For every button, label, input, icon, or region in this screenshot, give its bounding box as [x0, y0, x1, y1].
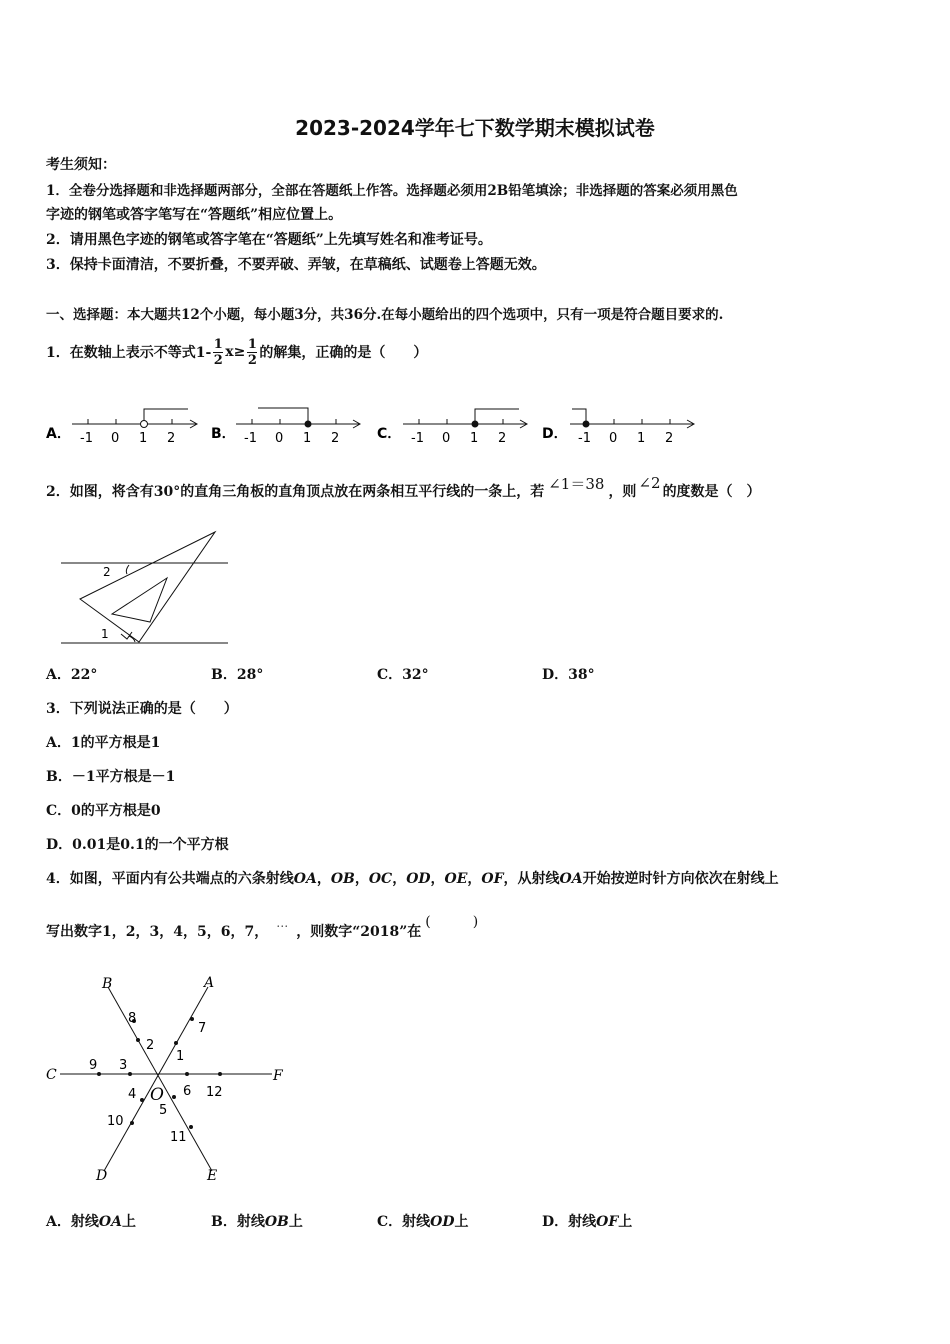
q4-figure: [40, 970, 300, 1190]
q1-option-d-numberline: [570, 409, 694, 446]
q2-prefix: 2．如图，将含有30°的直角三角板的直角顶点放在两条相互平行线的一条上，若: [46, 484, 545, 500]
question-4-stem-line2: 写出数字1，2，3，4，5，6，7， … ，则数字“2018”在 ( ): [46, 916, 478, 946]
tick-label: 1: [470, 431, 479, 446]
ray-line-ad: [104, 987, 208, 1171]
ray-label: OF: [481, 871, 504, 887]
q1-option-a-numberline: [72, 409, 197, 446]
q1-prefix: 1．在数轴上表示不等式1-: [46, 345, 212, 361]
tick-label: 0: [111, 431, 120, 446]
point-d-label: D: [96, 1168, 108, 1184]
q1-middle: x≥: [225, 344, 246, 360]
q1-option-a-label: A．: [46, 426, 71, 442]
q4-option-b: B．射线OB上: [211, 1214, 303, 1230]
q4-option-d: D．射线OF上: [542, 1214, 633, 1230]
q2-option-c: C．32°: [377, 667, 429, 683]
point-c-label: C: [46, 1067, 57, 1083]
q3-option-d: D．0.01是0.1的一个平方根: [46, 837, 229, 853]
ray-label: OA: [293, 871, 317, 887]
ray-number: 7: [198, 1021, 207, 1036]
triangle-outer: [80, 532, 215, 642]
ray-label: OC: [368, 871, 393, 887]
notice-heading: 考生须知：: [46, 157, 116, 173]
tick-label: 2: [167, 431, 176, 446]
tick-label: 0: [442, 431, 451, 446]
q3-option-b: B．－1平方根是－1: [46, 769, 176, 785]
q4-answer-paren: ( ): [425, 914, 479, 930]
section-heading: 一、选择题：本大题共12个小题，每小题3分，共36分.在每小题给出的四个选项中，只有一项是符合题目要求的.: [46, 307, 724, 323]
q2-suffix: 的度数是（ ）: [662, 484, 761, 500]
ray-number: 12: [206, 1085, 223, 1100]
q3-option-a: A．1的平方根是1: [46, 735, 161, 751]
triangle-inner: [112, 578, 167, 622]
ray-number: 9: [89, 1058, 98, 1073]
q3-option-c: C．0的平方根是0: [46, 803, 161, 819]
tick-label: 0: [609, 431, 618, 446]
point-o-label: O: [150, 1085, 164, 1105]
ray-label: OE: [444, 871, 468, 887]
tick-label: 2: [498, 431, 507, 446]
question-4-stem-line1: 4．如图，平面内有公共端点的六条射线OA，OB，OC，OD，OE，OF，从射线OA开始按逆时针方向依次在射线上: [46, 871, 779, 887]
q1-option-b-numberline: [236, 408, 360, 446]
point-e-label: E: [207, 1168, 218, 1184]
tick-label: -1: [244, 431, 257, 446]
q1-fraction-2: $\frac{1}{2}$: [247, 336, 257, 368]
ray-number: 8: [128, 1011, 137, 1026]
q1-fraction-1: $\frac{1}{2}$: [213, 336, 223, 368]
tick-label: 1: [637, 431, 646, 446]
ray-label: OB: [330, 871, 355, 887]
point-b-label: B: [102, 976, 113, 992]
angle-1-label: 1: [101, 627, 109, 641]
ray-number: 3: [119, 1058, 128, 1073]
q1-option-c-label: C．: [377, 426, 402, 442]
question-2-stem: [46, 474, 761, 508]
ray-number: 5: [159, 1103, 168, 1118]
notice-item-2: 2．请用黑色字迹的钢笔或答字笔在“答题纸”上先填写姓名和准考证号。: [46, 232, 492, 248]
q4-option-c: C．射线OD上: [377, 1214, 469, 1230]
notice-item-1-cont: 字迹的钢笔或答字笔写在“答题纸”相应位置上。: [46, 207, 343, 223]
question-1-stem: [46, 330, 427, 374]
ray-number: 11: [170, 1130, 187, 1145]
notice-item-3: 3．保持卡面清洁，不要折叠，不要弄破、弄皱，在草稿纸、试题卷上答题无效。: [46, 257, 546, 273]
angle-2-label: 2: [103, 565, 111, 579]
ray-number: 2: [146, 1038, 155, 1053]
q2-option-d: D．38°: [542, 667, 595, 683]
notice-item-1: 1．全卷分选择题和非选择题两部分，全部在答题纸上作答。选择题必须用2B铅笔填涂；非选择题的答案必须用黑色: [46, 183, 738, 199]
q1-suffix: 的解集，正确的是（ ）: [259, 345, 428, 361]
q2-option-b: B．28°: [211, 667, 264, 683]
q2-option-a: A．22°: [46, 667, 98, 683]
tick-label: 1: [303, 431, 312, 446]
tick-label: -1: [578, 431, 591, 446]
ray-number: 4: [128, 1087, 137, 1102]
tick-label: -1: [411, 431, 424, 446]
q1-options-numberlines: [40, 400, 720, 456]
ray-number: 6: [183, 1084, 192, 1099]
question-3-stem: 3．下列说法正确的是（ ）: [46, 701, 238, 717]
ray-label: OA: [559, 871, 583, 887]
q4-ellipsis: …: [276, 916, 289, 930]
ray-number: 10: [107, 1114, 124, 1129]
tick-label: 0: [275, 431, 284, 446]
ray-label: OD: [406, 871, 431, 887]
q1-option-c-numberline: [403, 409, 527, 446]
tick-label: 2: [665, 431, 674, 446]
point-a-label: A: [204, 975, 215, 991]
tick-label: -1: [80, 431, 93, 446]
ray-line-be: [108, 987, 212, 1171]
q4-option-a: A．射线OA上: [46, 1214, 136, 1230]
tick-label: 2: [331, 431, 340, 446]
q2-angle-1: ∠1＝38: [548, 474, 605, 493]
q1-option-b-label: B．: [211, 426, 236, 442]
page-title: 2023-2024学年七下数学期末模拟试卷: [295, 116, 655, 140]
q2-figure: [55, 528, 235, 650]
tick-label: 1: [139, 431, 148, 446]
point-f-label: F: [273, 1068, 283, 1084]
q2-angle-2: ∠2: [638, 474, 661, 492]
q1-option-d-label: D．: [542, 426, 568, 442]
ray-number: 1: [176, 1049, 185, 1064]
q2-middle: ，则: [608, 484, 637, 500]
